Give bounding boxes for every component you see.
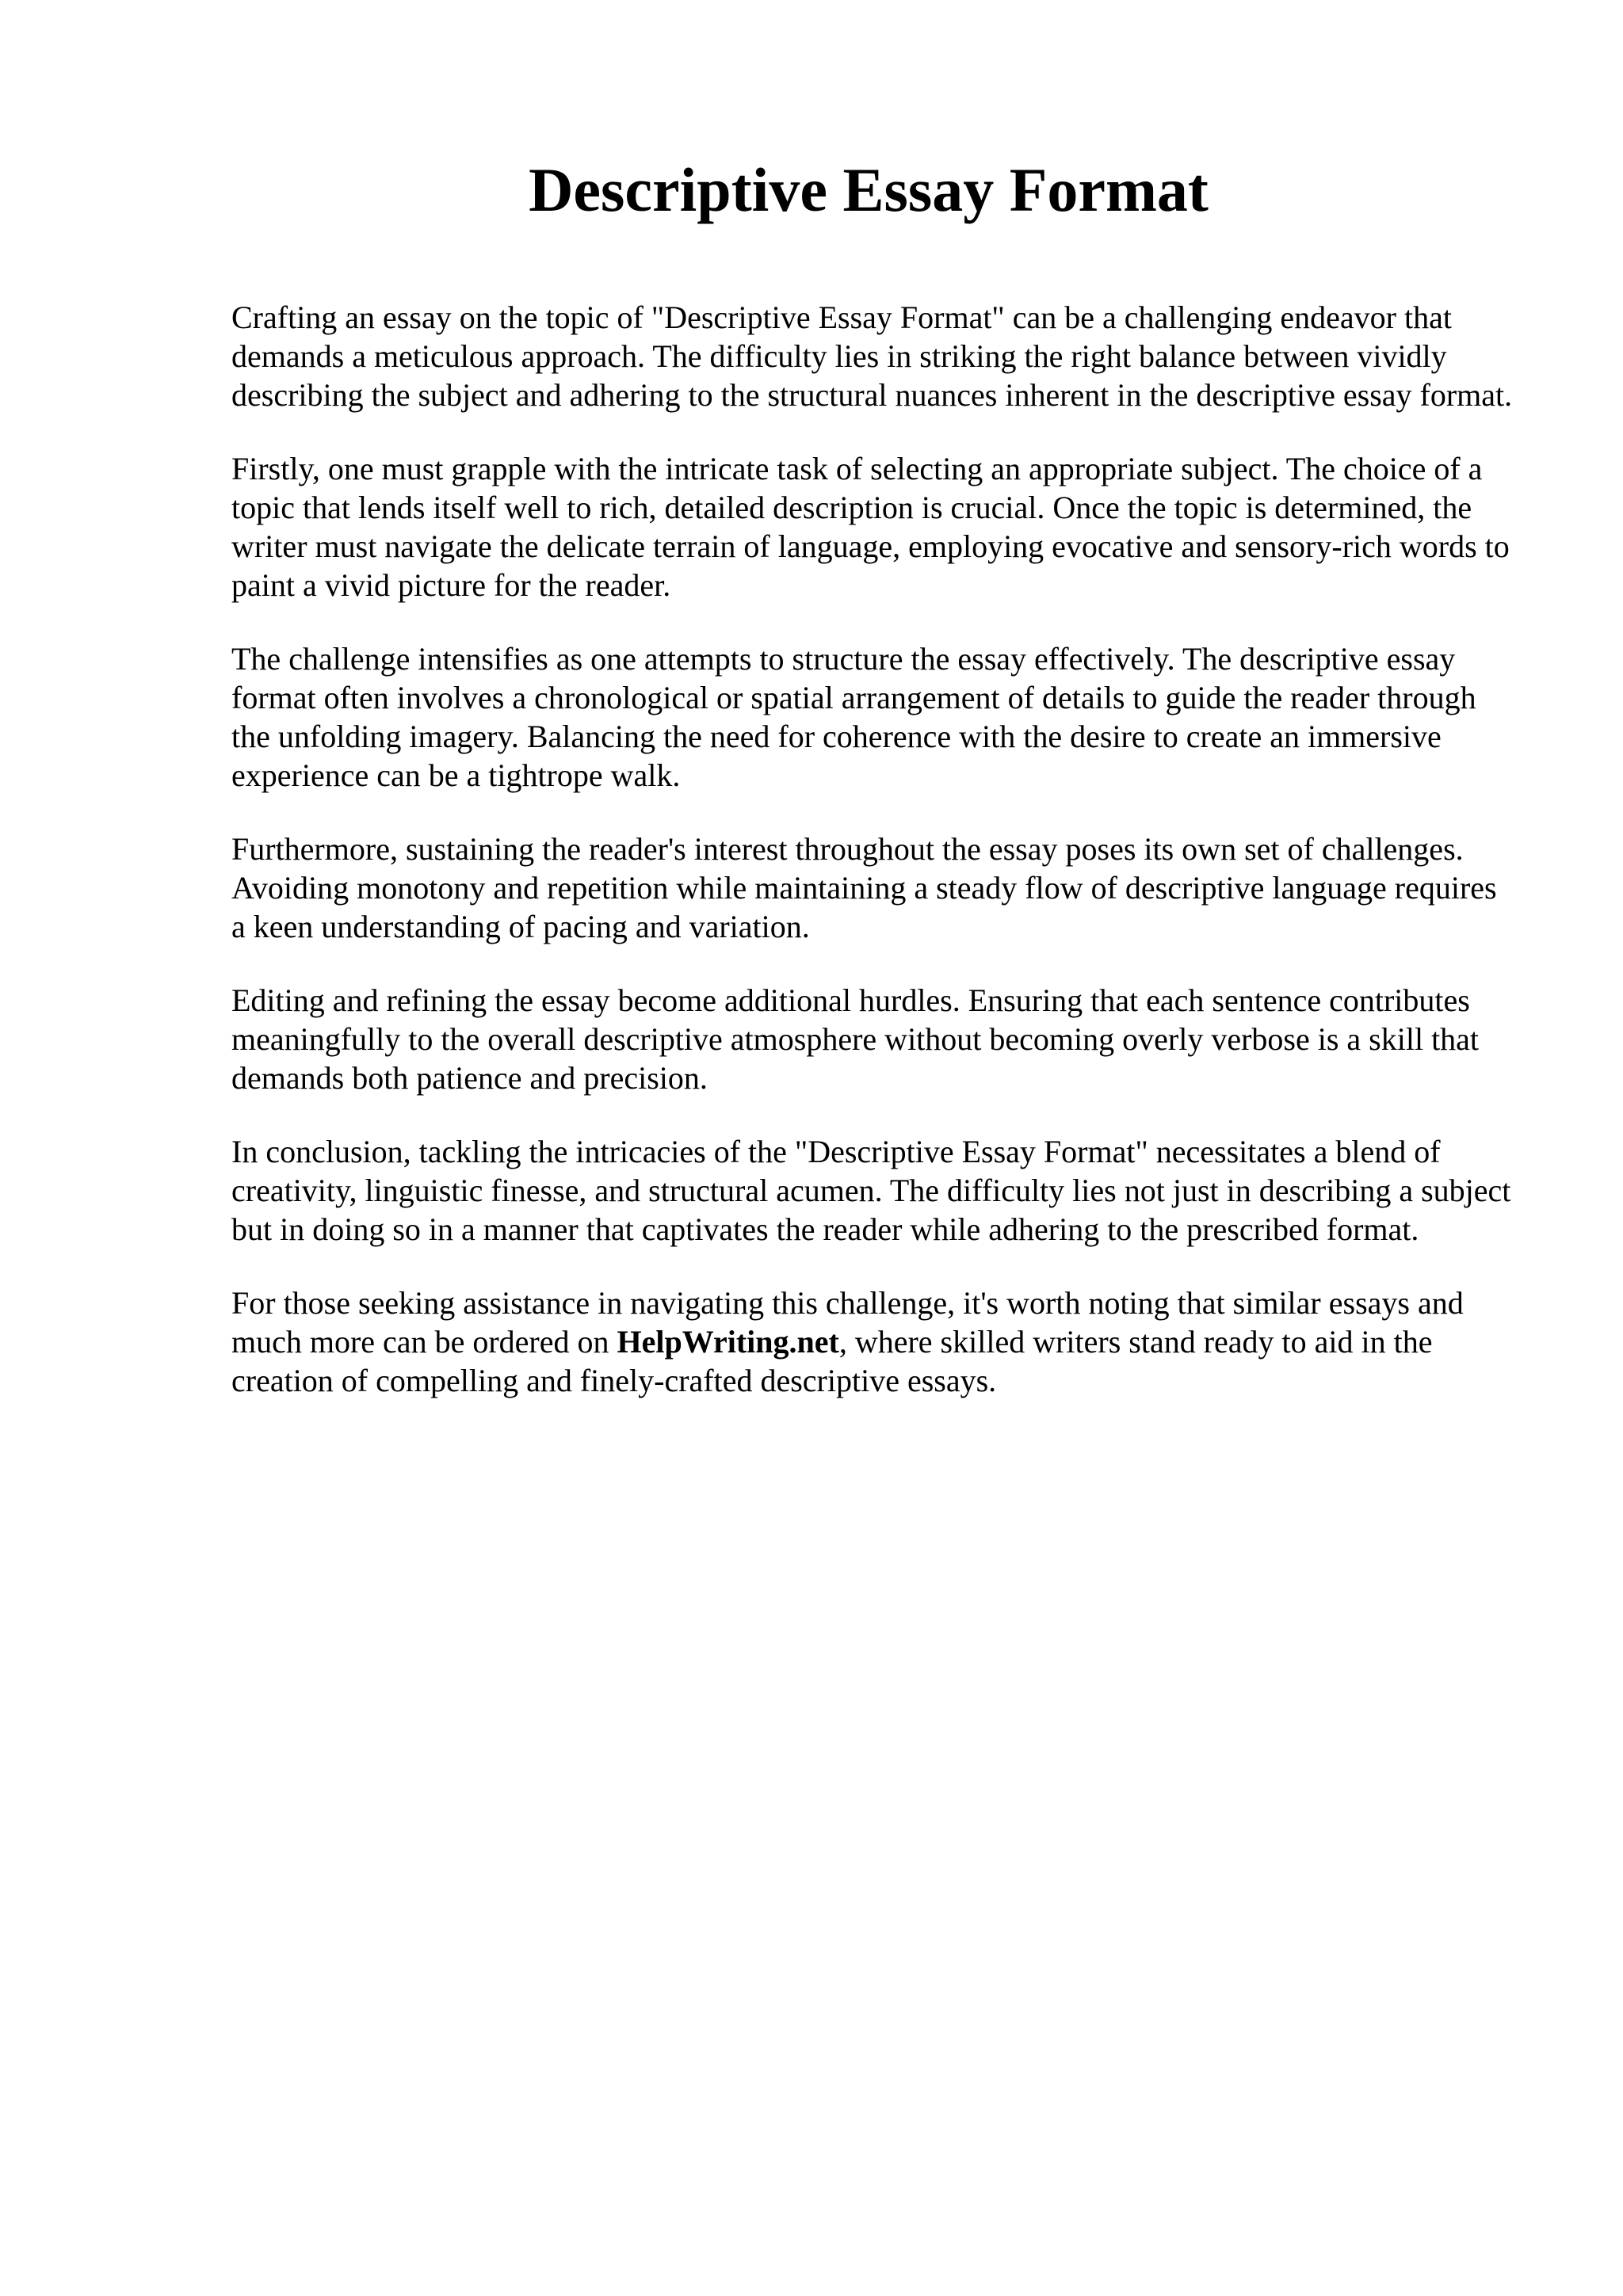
helpwriting-link[interactable]: HelpWriting.net: [617, 1324, 839, 1360]
paragraph-reader-interest: Furthermore, sustaining the reader's interest throughout the essay poses its own set of challenges. Avoiding monotony and repetition while maintaining a steady flow of descriptive language requires a keen understanding of pacing and variation.: [231, 831, 1497, 944]
paragraph-subject-selection: Firstly, one must grapple with the intricate task of selecting an appropriate subject. The choice of a topic that lends itself well to rich, detailed description is crucial. Once the topic is determined, the writer must navigate the delicate terrain of language, employing evocative and sensory-rich words to paint a vivid picture for the reader.: [231, 451, 1510, 603]
closing-text-after-link: , where skilled writers stand ready to aid in the creation of compelling and finely-crafted descriptive essays.: [231, 1324, 1433, 1398]
paragraph-structure: The challenge intensifies as one attempts to structure the essay effectively. The descriptive essay format often involves a chronological or spatial arrangement of details to guide the reader through the unfolding imagery. Balancing the need for coherence with the desire to create an immersive experience can be a tightrope walk.: [231, 641, 1476, 793]
closing-text-before-link: For those seeking assistance in navigating this challenge, it's worth noting that similar essays and much more can be ordered on: [231, 1285, 1464, 1360]
document-body: [231, 298, 1515, 1435]
paragraph-editing: Editing and refining the essay become additional hurdles. Ensuring that each sentence contributes meaningfully to the overall descriptive atmosphere without becoming overly verbose is a skill that demands both patience and precision.: [231, 982, 1480, 1096]
paragraph-conclusion: In conclusion, tackling the intricacies of the "Descriptive Essay Format" necessitates a blend of creativity, linguistic finesse, and structural acumen. The difficulty lies not just in describing a subject but in doing so in a manner that captivates the reader while adhering to the prescribed format.: [231, 1134, 1511, 1247]
paragraph-closing: [231, 1283, 1515, 1400]
document-title: Descriptive Essay Format: [529, 155, 1209, 224]
paragraph-intro: Crafting an essay on the topic of "Descriptive Essay Format" can be a challenging endeavor that demands a meticulous approach. The difficulty lies in striking the right balance between vividly describing the subject and adhering to the structural nuances inherent in the descriptive essay format.: [231, 299, 1513, 413]
